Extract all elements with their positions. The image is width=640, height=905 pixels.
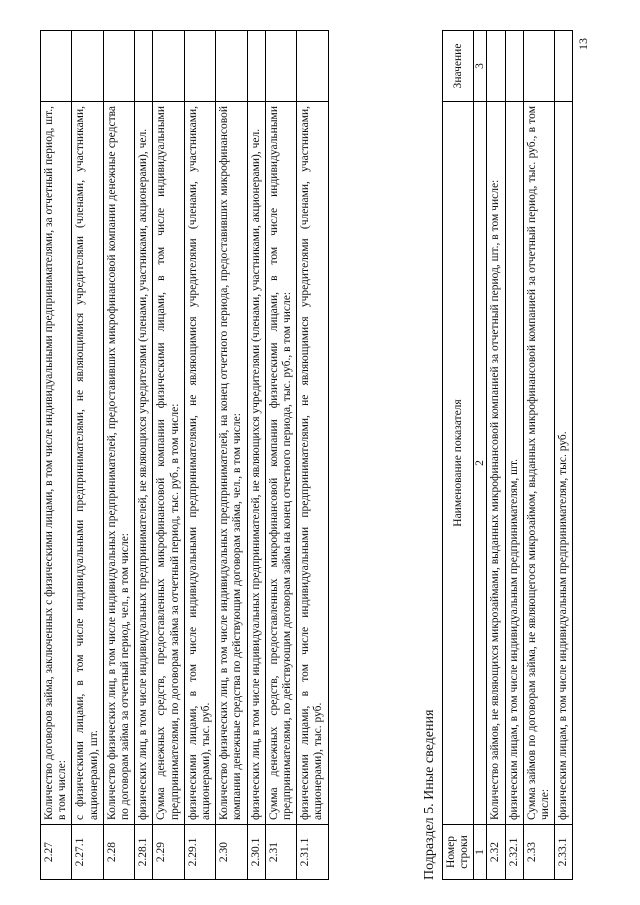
row-value-cell[interactable] (135, 31, 153, 102)
row-number: 2.27 (41, 825, 72, 880)
header-value: Значение (443, 31, 474, 102)
row-number: 2.30 (216, 825, 247, 880)
row-indicator-name: физическим лицам, в том числе индивидуальным предпринимателям, тыс. руб. (555, 102, 573, 825)
table-row (555, 31, 573, 880)
table-index-row (474, 31, 487, 880)
row-indicator-name: Количество физических лиц, в том числе индивидуальных предпринимателей, на конец отчетного периода, предоставивших микрофинансовой компании денежные средства по действующим договорам займа, чел., в том числе: (216, 102, 247, 825)
row-indicator-name: физическими лицами, в том числе индивидуальными предпринимателями, не являющимися учредителями (членами, участниками, акционерами), тыс. руб. (297, 102, 328, 825)
row-number: 2.30.1 (247, 825, 265, 880)
row-number: 2.33.1 (555, 825, 573, 880)
row-indicator-name: Сумма займов по договорам займа, не являющегося микрозаймом, выданных микрофинансовой компанией за отчетный период, тыс. руб., в том числе: (523, 102, 554, 825)
row-number: 2.29 (153, 825, 184, 880)
index-cell: 3 (474, 31, 487, 102)
row-number: 2.31 (265, 825, 296, 880)
row-number: 2.27.1 (72, 825, 103, 880)
header-row-number: Номер строки (443, 825, 474, 880)
row-value-cell[interactable] (216, 31, 247, 102)
row-indicator-name: Количество договоров займа, заключенных с физическими лицами, в том числе индивидуальными предпринимателями, за отчетный период, шт., в том числе: (41, 102, 72, 825)
table-row (216, 31, 247, 880)
table-row (523, 31, 554, 880)
table-row (487, 31, 505, 880)
header-indicator-name: Наименование показателя (443, 102, 474, 825)
table-row (505, 31, 523, 880)
row-number: 2.33 (523, 825, 554, 880)
row-number: 2.28 (103, 825, 134, 880)
row-indicator-name: физических лиц, в том числе индивидуальных предпринимателей, не являющихся учредителями (членами, участниками, акционерами), чел. (135, 102, 153, 825)
table-row (41, 31, 72, 880)
rotated-page-content (40, 30, 600, 880)
row-indicator-name: физическими лицами, в том числе индивидуальными предпринимателями, не являющимися учредителями (членами, участниками, акционерами), тыс. руб. (184, 102, 215, 825)
table-row (297, 31, 328, 880)
row-value-cell[interactable] (297, 31, 328, 102)
table-row (135, 31, 153, 880)
row-value-cell[interactable] (153, 31, 184, 102)
row-indicator-name: Количество физических лиц, в том числе индивидуальных предпринимателей, предоставивших микрофинансовой компании денежные средства по договорам займа за отчетный период, чел., в том числе: (103, 102, 134, 825)
row-number: 2.28.1 (135, 825, 153, 880)
row-indicator-name: Сумма денежных средств, предоставленных микрофинансовой компании физическими лицами, в том числе индивидуальными предпринимателями, по действующим договорам займа на конец отчетного периода, тыс. руб., в том числе: (265, 102, 296, 825)
page-number: 13 (576, 38, 590, 50)
row-value-cell[interactable] (72, 31, 103, 102)
row-indicator-name: Количество займов, не являющихся микрозаймами, выданных микрофинансовой компанией за отчетный период, шт., в том числе: (487, 102, 505, 825)
indicators-table-top (40, 30, 329, 880)
row-number: 2.31.1 (297, 825, 328, 880)
table-row (184, 31, 215, 880)
row-value-cell[interactable] (523, 31, 554, 102)
indicators-table-bottom (442, 30, 573, 880)
row-value-cell[interactable] (505, 31, 523, 102)
row-number: 2.32.1 (505, 825, 523, 880)
row-indicator-name: физическим лицам, в том числе индивидуальным предпринимателям, шт. (505, 102, 523, 825)
row-indicator-name: физических лиц, в том числе индивидуальных предпринимателей, не являющихся учредителями (членами, участниками, акционерами), чел. (247, 102, 265, 825)
table-row (103, 31, 134, 880)
subsection-title: Подраздел 5. Иные сведения (422, 709, 437, 880)
row-value-cell[interactable] (41, 31, 72, 102)
index-cell: 2 (474, 102, 487, 825)
row-value-cell[interactable] (555, 31, 573, 102)
index-cell: 1 (474, 825, 487, 880)
row-indicator-name: с физическими лицами, в том числе индивидуальными предпринимателями, не являющимися учредителями (членами, участниками, акционерами), шт. (72, 102, 103, 825)
row-value-cell[interactable] (103, 31, 134, 102)
row-number: 2.29.1 (184, 825, 215, 880)
table-row (247, 31, 265, 880)
table-row (72, 31, 103, 880)
row-value-cell[interactable] (247, 31, 265, 102)
row-value-cell[interactable] (265, 31, 296, 102)
row-number: 2.32 (487, 825, 505, 880)
table-header-row (443, 31, 474, 880)
row-value-cell[interactable] (184, 31, 215, 102)
table-row (265, 31, 296, 880)
row-value-cell[interactable] (487, 31, 505, 102)
row-indicator-name: Сумма денежных средств, предоставленных микрофинансовой компании физическими лицами, в том числе индивидуальными предпринимателями, по договорам займа за отчетный период, тыс. руб., в том числе: (153, 102, 184, 825)
table-row (153, 31, 184, 880)
